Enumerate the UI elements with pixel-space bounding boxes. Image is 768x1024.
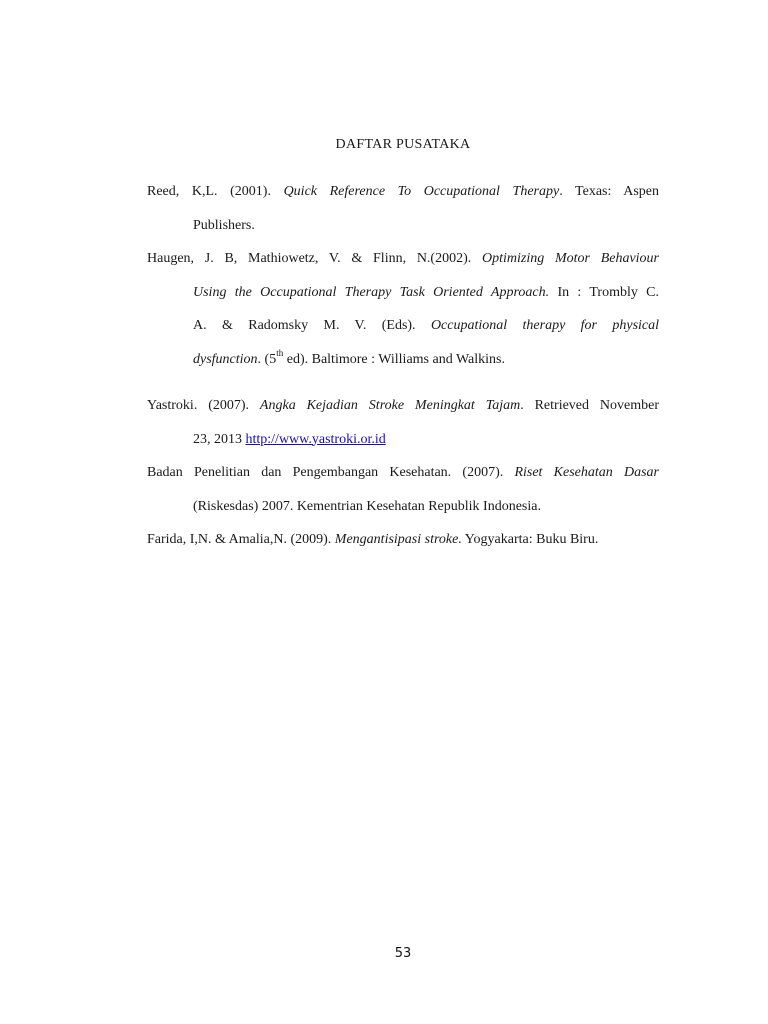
reference-editor-cont: A. & Radomsky M. V. (Eds).	[193, 318, 431, 333]
reference-line	[147, 423, 659, 457]
reference-title: Riset Kesehatan Dasar	[514, 465, 659, 480]
reference-author-year: Reed, K,L. (2001).	[147, 184, 284, 199]
reference-author-year: Yastroki. (2007).	[147, 398, 260, 413]
reference-publisher: Yogyakarta: Buku Biru.	[461, 532, 599, 547]
reference-line	[147, 276, 659, 310]
reference-line	[147, 309, 659, 343]
reference-line	[147, 209, 659, 243]
reference-url-link[interactable]: http://www.yastroki.or.id	[245, 431, 386, 447]
reference-line	[147, 456, 659, 490]
reference-entry	[147, 175, 659, 242]
reference-entry	[147, 242, 659, 376]
reference-retrieved: . Retrieved November	[520, 398, 659, 413]
reference-publisher: . Texas: Aspen	[559, 184, 659, 199]
reference-entry	[147, 523, 659, 557]
reference-title-cont: Using the Occupational Therapy Task Oriented Approach.	[193, 284, 550, 300]
reference-title: Mengantisipasi stroke.	[334, 532, 462, 547]
reference-line	[147, 175, 659, 209]
reference-line	[147, 343, 659, 377]
reference-title: Angka Kejadian Stroke Meningkat Tajam	[259, 398, 521, 413]
reference-line	[147, 490, 659, 524]
reference-author-year: Haugen, J. B, Mathiowetz, V. & Flinn, N.(2002).	[147, 251, 482, 266]
reference-publisher-cont: Publishers.	[193, 217, 255, 233]
reference-editor: In : Trombly C.	[549, 284, 660, 300]
reference-entry	[147, 389, 659, 456]
reference-publisher: ed). Baltimore : Williams and Walkins.	[283, 351, 505, 367]
reference-line	[147, 242, 659, 276]
reference-author-year: Badan Penelitian dan Pengembangan Kesehatan. (2007).	[147, 465, 515, 480]
reference-book-title-cont: dysfunction	[193, 351, 258, 367]
page-title: DAFTAR PUSATAKA	[335, 137, 471, 152]
reference-publisher: (Riskesdas) 2007. Kementrian Kesehatan Republik Indonesia.	[193, 498, 541, 514]
page-number: 53	[394, 946, 412, 961]
reference-entry	[147, 456, 659, 523]
reference-title: Optimizing Motor Behaviour	[482, 251, 660, 266]
reference-retrieved-date: 23, 2013	[193, 431, 246, 447]
reference-author-year: Farida, I,N. & Amalia,N. (2009).	[147, 532, 335, 547]
reference-title: Quick Reference To Occupational Therapy	[283, 184, 560, 199]
reference-line	[147, 523, 659, 557]
reference-book-title: Occupational therapy for physical	[430, 318, 660, 333]
reference-edition: . (5	[257, 351, 277, 367]
reference-edition-sup: th	[276, 347, 284, 358]
reference-line	[147, 389, 659, 423]
